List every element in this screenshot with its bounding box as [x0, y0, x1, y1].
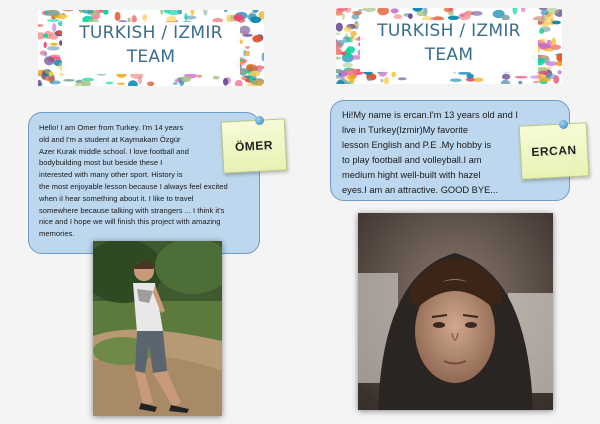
confetti-dot: [558, 70, 562, 74]
confetti-dot: [539, 8, 547, 10]
confetti-dot: [348, 75, 355, 83]
confetti-dot: [63, 79, 75, 82]
confetti-dot: [501, 80, 510, 84]
right-banner-line2: TEAM: [424, 45, 474, 65]
omer-photo: [93, 241, 222, 416]
left-name-note: [221, 118, 288, 173]
confetti-dot: [358, 9, 362, 12]
confetti-dot: [398, 77, 407, 80]
confetti-dot: [167, 10, 179, 15]
confetti-dot: [142, 14, 147, 20]
confetti-dot: [340, 70, 345, 79]
confetti-dot: [224, 10, 227, 12]
confetti-dot: [250, 80, 257, 85]
ercan-photo-image: [358, 213, 553, 410]
left-bio-text: Hello! I am Omer from Turkey. I'm 14 years old and I'm a student at Kaymakam Özgür Azer Kurak middle school. I love football and bodybuilding most but beside these I interested with many other sport. History is the most enjoyable lesson because I always feel excited when iI hear something about it. I like to travel somewhere because talking with strangers ... I think it's nice and I hope we will finish this project with amazing memories.: [39, 123, 228, 239]
confetti-dot: [48, 71, 53, 76]
right-name-tag: ERCAN: [531, 142, 577, 160]
confetti-dot: [203, 10, 207, 16]
confetti-dot: [184, 13, 187, 21]
confetti-dot: [448, 11, 454, 16]
confetti-dot: [541, 10, 549, 15]
right-banner-line1: TURKISH / IZMIR: [377, 21, 521, 41]
confetti-dot: [450, 78, 462, 82]
ercan-photo: [358, 213, 553, 410]
right-bio-text: Hi!My name is ercan.I'm 13 years old and I live in Turkey(Izmir)My favorite lesson English and P.E .My hobby is to play football and volleyball.I am medium hight well-built with hazel eyes.I am an attractive. GOOD BYE...: [342, 110, 518, 195]
right-banner-title: [336, 19, 562, 67]
confetti-dot: [177, 77, 182, 81]
confetti-dot: [513, 8, 518, 15]
confetti-dot: [106, 81, 114, 84]
omer-photo-image: [93, 241, 222, 416]
confetti-dot: [197, 75, 202, 78]
confetti-dot: [42, 71, 46, 80]
confetti-dot: [249, 71, 260, 77]
confetti-dot: [467, 74, 474, 79]
confetti-dot: [416, 11, 426, 17]
left-banner-title: [38, 21, 264, 69]
confetti-dot: [103, 10, 109, 15]
confetti-dot: [213, 76, 220, 80]
confetti-dot: [471, 11, 483, 16]
right-title-banner: [336, 8, 562, 84]
confetti-dot: [128, 80, 138, 86]
confetti-dot: [515, 76, 528, 79]
confetti-dot: [180, 76, 191, 82]
confetti-dot: [235, 80, 243, 86]
confetti-dot: [518, 81, 522, 84]
confetti-dot: [160, 10, 163, 15]
confetti-dot: [62, 10, 73, 12]
left-title-banner: [38, 10, 264, 86]
confetti-dot: [546, 73, 556, 80]
confetti-dot: [377, 8, 389, 15]
confetti-dot: [533, 81, 540, 84]
left-banner-line1: TURKISH / IZMIR: [79, 23, 223, 43]
confetti-dot: [502, 74, 510, 80]
left-name-tag: ÖMER: [234, 138, 274, 154]
left-banner-line2: TEAM: [126, 47, 176, 67]
confetti-dot: [115, 12, 121, 21]
confetti-dot: [173, 82, 178, 85]
confetti-dot: [147, 82, 154, 87]
right-name-note: [519, 122, 590, 179]
confetti-dot: [367, 78, 372, 81]
left-pin-icon: [255, 116, 264, 125]
confetti-dot: [47, 10, 59, 16]
confetti-dot: [363, 8, 376, 12]
confetti-dot: [384, 77, 389, 84]
confetti-dot: [190, 10, 194, 15]
confetti-dot: [38, 80, 42, 86]
confetti-dot: [521, 8, 526, 12]
confetti-dot: [380, 79, 383, 82]
confetti-dot: [391, 71, 396, 77]
confetti-dot: [117, 83, 125, 86]
confetti-dot: [346, 68, 357, 75]
right-pin-icon: [559, 120, 568, 129]
confetti-dot: [460, 14, 465, 17]
confetti-dot: [391, 8, 399, 13]
confetti-dot: [223, 78, 228, 86]
